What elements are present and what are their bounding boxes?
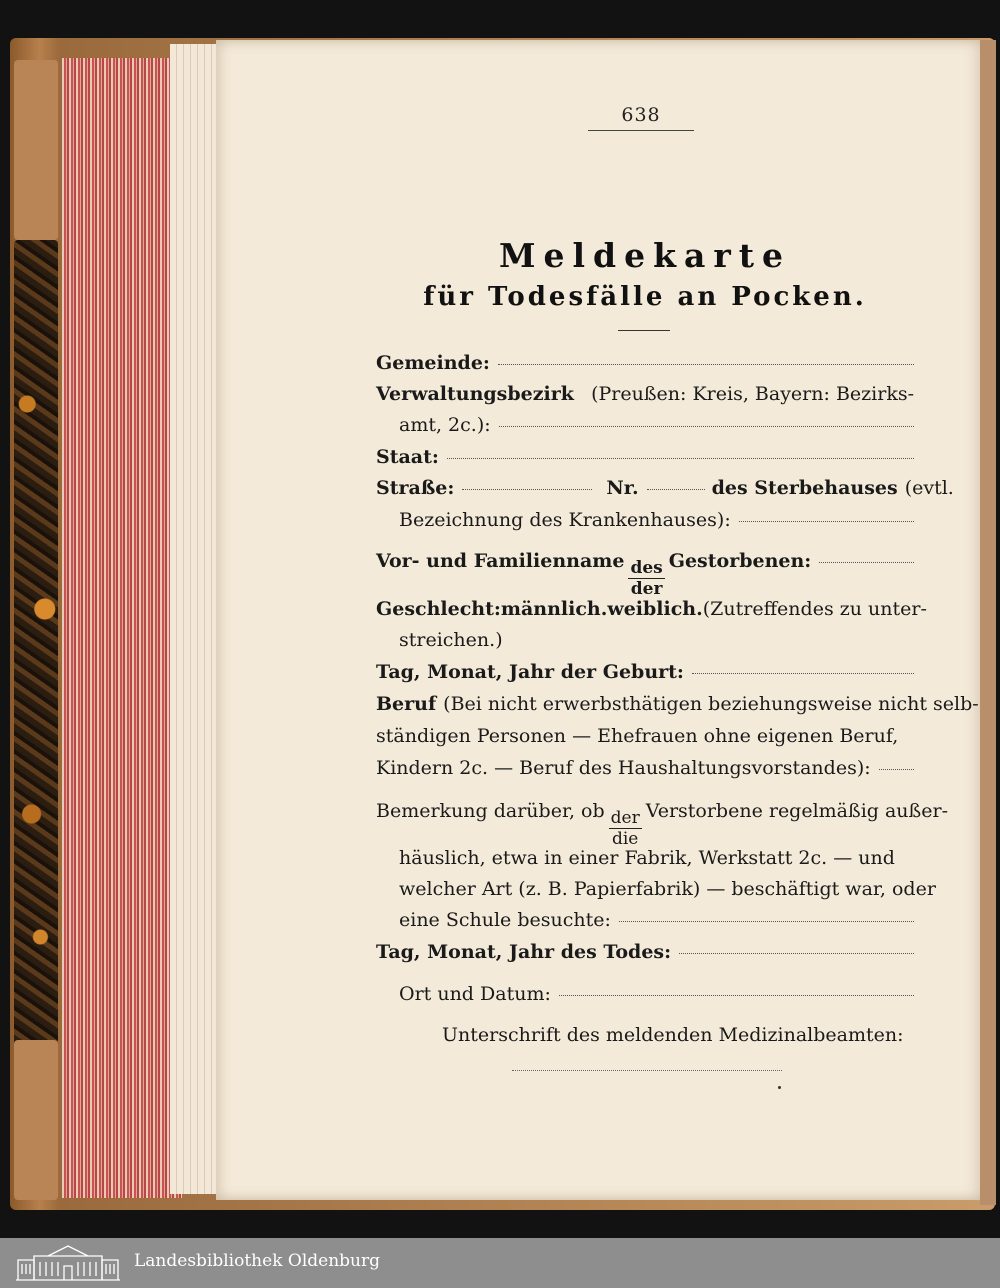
- fraction-der-die: [609, 808, 642, 849]
- field-gemeinde: [376, 352, 914, 374]
- fraction-des-der: [628, 558, 664, 599]
- page-number: 638: [621, 104, 661, 126]
- ink-dot: [778, 1086, 781, 1089]
- label-verwaltungsbezirk: Verwaltungsbezirk: [376, 383, 574, 405]
- label-gestorbenen: Gestorbenen:: [668, 550, 812, 572]
- label-geschlecht: Geschlecht:: [376, 598, 501, 620]
- library-building-icon[interactable]: [14, 1244, 122, 1282]
- fraction-bottom-der: der: [630, 579, 663, 599]
- option-maennlich: männlich.: [500, 598, 608, 620]
- blank-verwaltungsbezirk: [499, 425, 914, 427]
- label-todes: Tag, Monat, Jahr des Todes:: [376, 941, 672, 963]
- bemerkung-group: [605, 800, 948, 849]
- note-geschlecht: (Zutreffendes zu unter-: [702, 598, 927, 620]
- field-beruf-2: [376, 725, 914, 747]
- label-gemeinde: Gemeinde:: [376, 352, 490, 374]
- blank-strasse: [462, 488, 592, 490]
- cover-edge-right: [980, 40, 996, 1205]
- label-krankenhaus: Bezeichnung des Krankenhauses):: [399, 509, 731, 531]
- field-beruf-3: [376, 757, 914, 779]
- field-bemerkung-2: [399, 847, 914, 869]
- field-geschlecht-cont: [399, 629, 914, 651]
- label-ort-datum: Ort und Datum:: [399, 983, 551, 1005]
- note-verwaltungsbezirk: (Preußen: Kreis, Bayern: Bezirks-: [591, 383, 914, 405]
- fraction-top-des: des: [630, 558, 663, 578]
- option-weiblich: weiblich.: [607, 598, 703, 620]
- label-bemerkung-start: Bemerkung darüber, ob: [376, 800, 605, 822]
- leather-corner-bottom: [14, 1040, 58, 1200]
- blank-geburt: [692, 672, 914, 674]
- note-beruf-2: ständigen Personen — Ehefrauen ohne eigenen Beruf,: [376, 725, 899, 747]
- note-beruf-1: (Bei nicht erwerbsthätigen beziehungsweise nicht selb-: [443, 693, 979, 715]
- page-number-rule: [588, 130, 694, 131]
- marbled-paper: [14, 240, 58, 1060]
- blank-beruf: [879, 768, 914, 770]
- blank-krankenhaus: [739, 520, 914, 522]
- blank-nr: [647, 488, 705, 490]
- field-geschlecht: [376, 598, 927, 620]
- field-beruf: [376, 693, 979, 715]
- label-name: Vor- und Familienname: [376, 550, 625, 572]
- blank-todes: [679, 952, 914, 954]
- field-strasse: [376, 477, 954, 499]
- field-staat: [376, 446, 914, 468]
- note-beruf-3: Kindern 2c. — Beruf des Haushaltungsvorstandes):: [376, 757, 871, 779]
- footer-bar: [0, 1238, 1000, 1288]
- label-staat: Staat:: [376, 446, 439, 468]
- fraction-bottom-die: die: [611, 829, 639, 849]
- note-bemerkung-3: welcher Art (z. B. Papierfabrik) — beschäftigt war, oder: [399, 878, 936, 900]
- label-verwaltungsbezirk-cont: amt, 2c.):: [399, 414, 491, 436]
- field-krankenhaus: [399, 509, 914, 531]
- fraction-top-der: der: [610, 808, 640, 828]
- blank-gemeinde: [498, 363, 914, 365]
- blank-ort-datum: [559, 994, 914, 996]
- title-rule: [618, 330, 670, 331]
- label-sterbehaus: des Sterbehauses: [711, 477, 898, 499]
- field-bemerkung: [376, 800, 948, 849]
- field-verwaltungsbezirk-cont: [399, 414, 914, 436]
- page-edges: [62, 58, 182, 1198]
- field-todes: [376, 941, 914, 963]
- label-strasse: Straße:: [376, 477, 455, 499]
- blank-staat: [447, 457, 914, 459]
- blank-unterschrift: [512, 1070, 782, 1071]
- label-geburt: Tag, Monat, Jahr der Geburt:: [376, 661, 684, 683]
- field-geburt: [376, 661, 914, 683]
- field-unterschrift: [442, 1024, 912, 1046]
- label-beruf: Beruf: [376, 693, 437, 715]
- form-title: Meldekarte: [498, 236, 791, 275]
- field-ort-datum: [399, 983, 914, 1005]
- note-geschlecht-cont: streichen.): [399, 629, 503, 651]
- label-bemerkung-end: Verstorbene regelmäßig außer-: [645, 800, 948, 822]
- field-name: [376, 550, 914, 599]
- field-bemerkung-4: [399, 909, 914, 931]
- field-bemerkung-3: [399, 878, 936, 900]
- page-stack: [170, 44, 220, 1194]
- blank-bemerkung: [619, 920, 914, 922]
- note-bemerkung-2: häuslich, etwa in einer Fabrik, Werkstatt 2c. — und: [399, 847, 895, 869]
- label-nr: Nr.: [606, 477, 639, 499]
- blank-name: [819, 561, 914, 563]
- label-unterschrift: Unterschrift des meldenden Medizinalbeamten:: [442, 1024, 904, 1046]
- note-sterbehaus: (evtl.: [904, 477, 954, 499]
- note-bemerkung-4: eine Schule besuchte:: [399, 909, 611, 931]
- leather-corner-top: [14, 60, 58, 240]
- library-name[interactable]: Landesbibliothek Oldenburg: [134, 1251, 381, 1271]
- form-subtitle: für Todesfälle an Pocken.: [423, 282, 867, 312]
- field-verwaltungsbezirk: [376, 383, 914, 405]
